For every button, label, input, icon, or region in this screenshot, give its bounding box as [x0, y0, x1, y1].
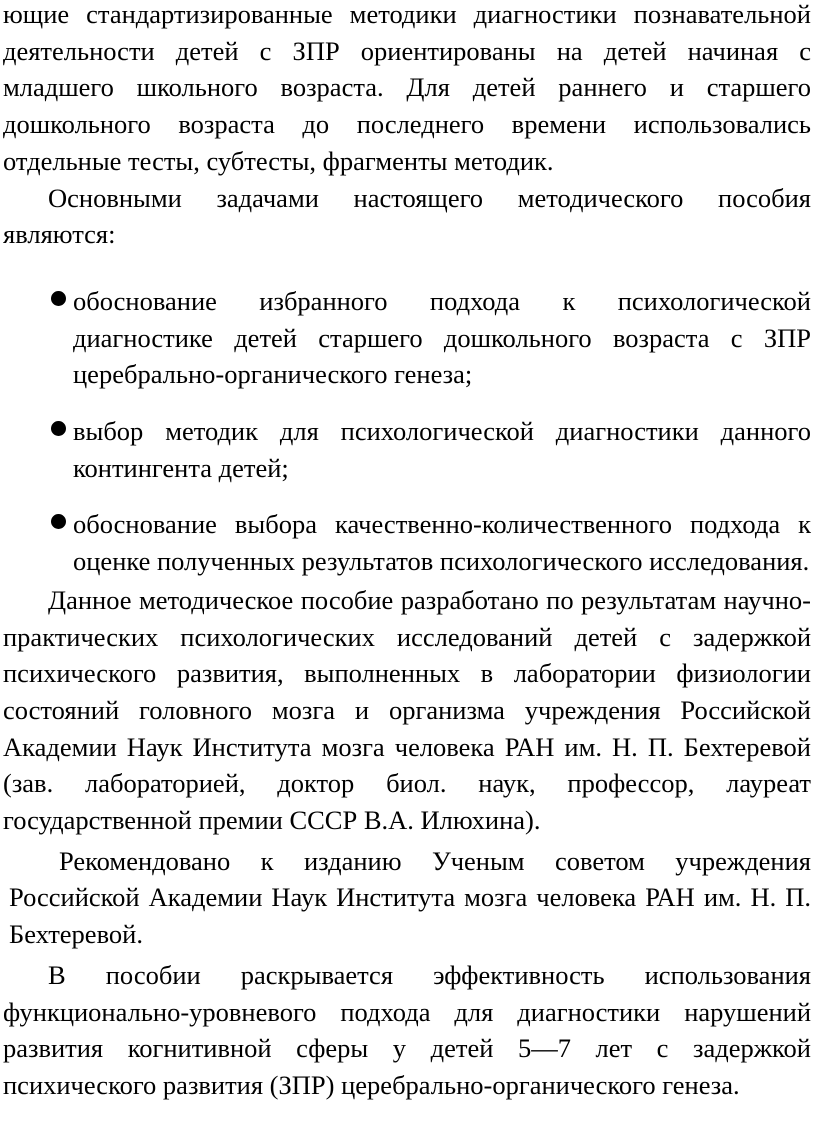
bullet-icon [51, 514, 66, 529]
list-item-text: обоснование выбора качественно-количественного подхода к оценке полученных результатов психологического исследования. [73, 509, 811, 577]
task-list [3, 283, 811, 580]
list-item [3, 506, 811, 579]
paragraph-tasks: Основными задачами настоящего методического пособия являются: [3, 182, 811, 250]
paragraph-intro: ющие стандартизированные методики диагностики познавательной деятельности детей с ЗПР ориентированы на детей начиная с младшего школьного возраста. Для детей раннего и старшего дошкольного возраста до последнего времени использовались отдельные тесты, субтесты, фрагменты методик. [3, 0, 811, 176]
paragraph-recommended: Рекомендовано к изданию Ученым советом учреждения Российской Академии Наук Института мозга человека РАН им. Н. П. Бехтеревой. [9, 845, 811, 950]
bullet-icon [51, 421, 66, 436]
list-item [3, 283, 811, 393]
paragraph-developed: Данное методическое пособие разработано по результатам научно-практических психологических исследований детей с задержкой психического развития, выполненных в лаборатории физиологии состояний головного мозга и организма учреждения Российской Академии Наук Института мозга человека РАН им. Н. П. Бехтеревой (зав. лабораторией, доктор биол. наук, профессор, лауреат государственной премии СССР В.А. Илюхина). [3, 584, 811, 836]
paragraph-reveals: В пособии раскрывается эффективность использования функционально-уровневого подхода для диагностики нарушений развития когнитивной сферы у детей 5—7 лет с задержкой психического развития (ЗПР) церебрально-органического генеза. [3, 959, 811, 1100]
bullet-icon [51, 291, 66, 306]
list-item [3, 413, 811, 486]
list-item-text: выбор методик для психологической диагностики данного контингента детей; [73, 416, 811, 483]
list-item-text: обоснование избранного подхода к психологической диагностике детей старшего дошкольного возраста с ЗПР церебрально-органического генеза; [73, 285, 811, 390]
